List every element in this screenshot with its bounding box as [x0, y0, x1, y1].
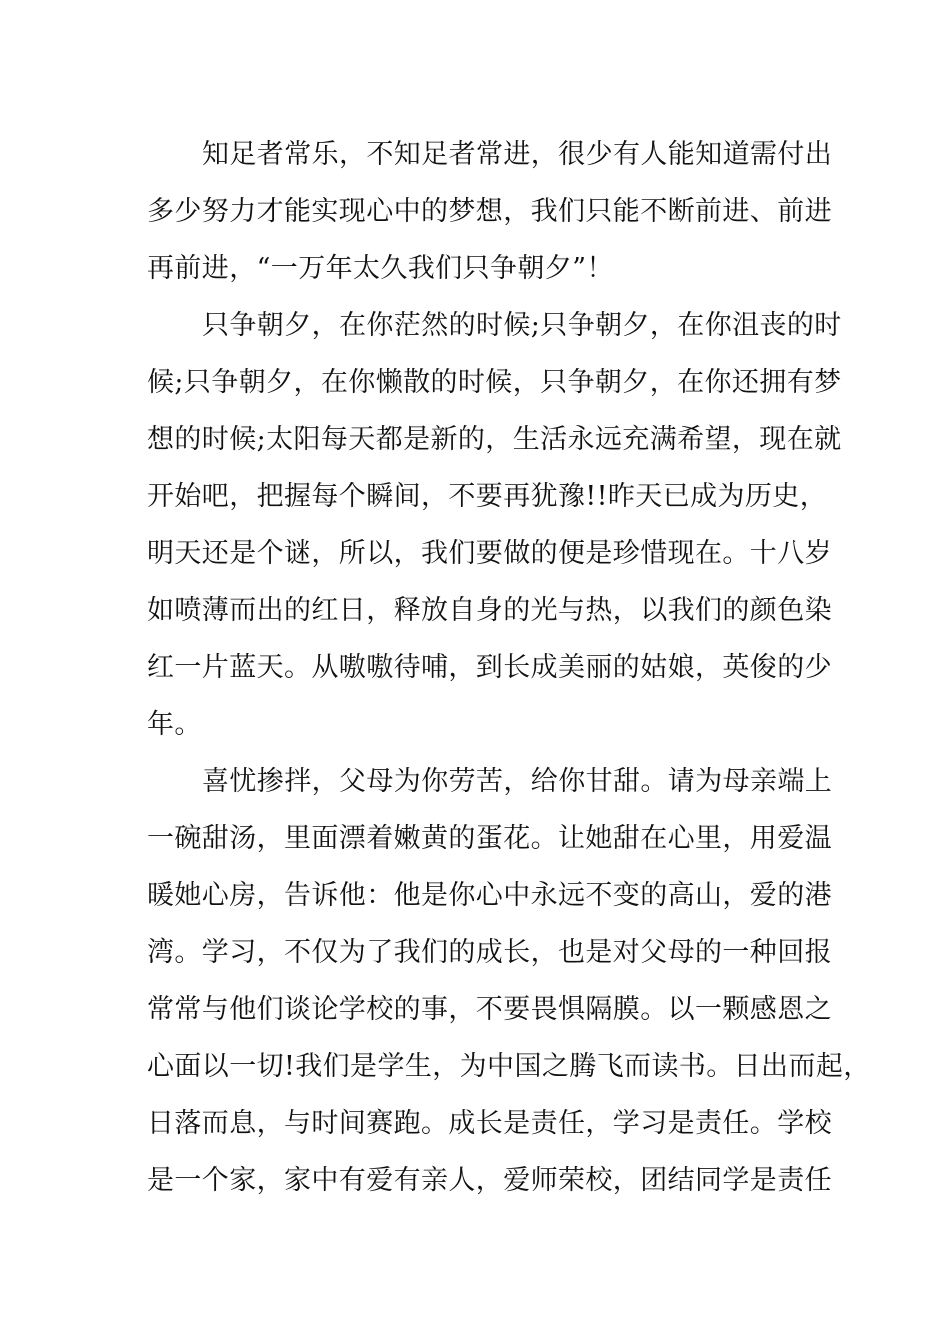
paragraph-line: 年。 [147, 709, 202, 740]
paragraph-line: 是一个家，家中有爱有亲人，爱师荣校，团结同学是责任 [147, 1165, 832, 1196]
paragraph-line: 想的时候;太阳每天都是新的，生活永远充满希望，现在就 [147, 424, 842, 455]
paragraph-3 [147, 753, 871, 1209]
paragraph-line: 红一片蓝天。从嗷嗷待哺，到长成美丽的姑娘，英俊的少 [147, 652, 832, 683]
paragraph-line: 开始吧，把握每个瞬间，不要再犹豫!!昨天已成为历史， [147, 481, 828, 512]
paragraph-line: 再前进，“一万年太久我们只争朝夕”！ [147, 253, 614, 284]
paragraph-line: 湾。学习，不仅为了我们的成长，也是对父母的一种回报 [147, 937, 832, 968]
document-body [147, 126, 871, 1209]
paragraph-line: 知足者常乐，不知足者常进，很少有人能知道需付出 [202, 139, 833, 170]
paragraph-line: 心面以一切!我们是学生，为中国之腾飞而读书。日出而起， [147, 1051, 871, 1082]
paragraph-line: 喜忧掺拌，父母为你劳苦，给你甘甜。请为母亲端上 [202, 766, 833, 797]
paragraph-line: 常常与他们谈论学校的事，不要畏惧隔膜。以一颗感恩之 [147, 994, 832, 1025]
paragraph-line: 一碗甜汤，里面漂着嫩黄的蛋花。让她甜在心里，用爱温 [147, 823, 832, 854]
paragraph-line: 日落而息，与时间赛跑。成长是责任，学习是责任。学校 [147, 1108, 832, 1139]
paragraph-line: 只争朝夕，在你茫然的时候;只争朝夕，在你沮丧的时 [202, 310, 842, 341]
paragraph-line: 暖她心房，告诉他：他是你心中永远不变的高山，爱的港 [147, 880, 832, 911]
paragraph-line: 明天还是个谜，所以，我们要做的便是珍惜现在。十八岁 [147, 538, 832, 569]
paragraph-2 [147, 297, 842, 753]
paragraph-1 [147, 126, 837, 297]
paragraph-line: 如喷薄而出的红日，释放自身的光与热，以我们的颜色染 [147, 595, 832, 626]
paragraph-line: 多少努力才能实现心中的梦想，我们只能不断前进、前进 [147, 196, 832, 227]
paragraph-line: 候;只争朝夕，在你懒散的时候，只争朝夕，在你还拥有梦 [147, 367, 842, 398]
